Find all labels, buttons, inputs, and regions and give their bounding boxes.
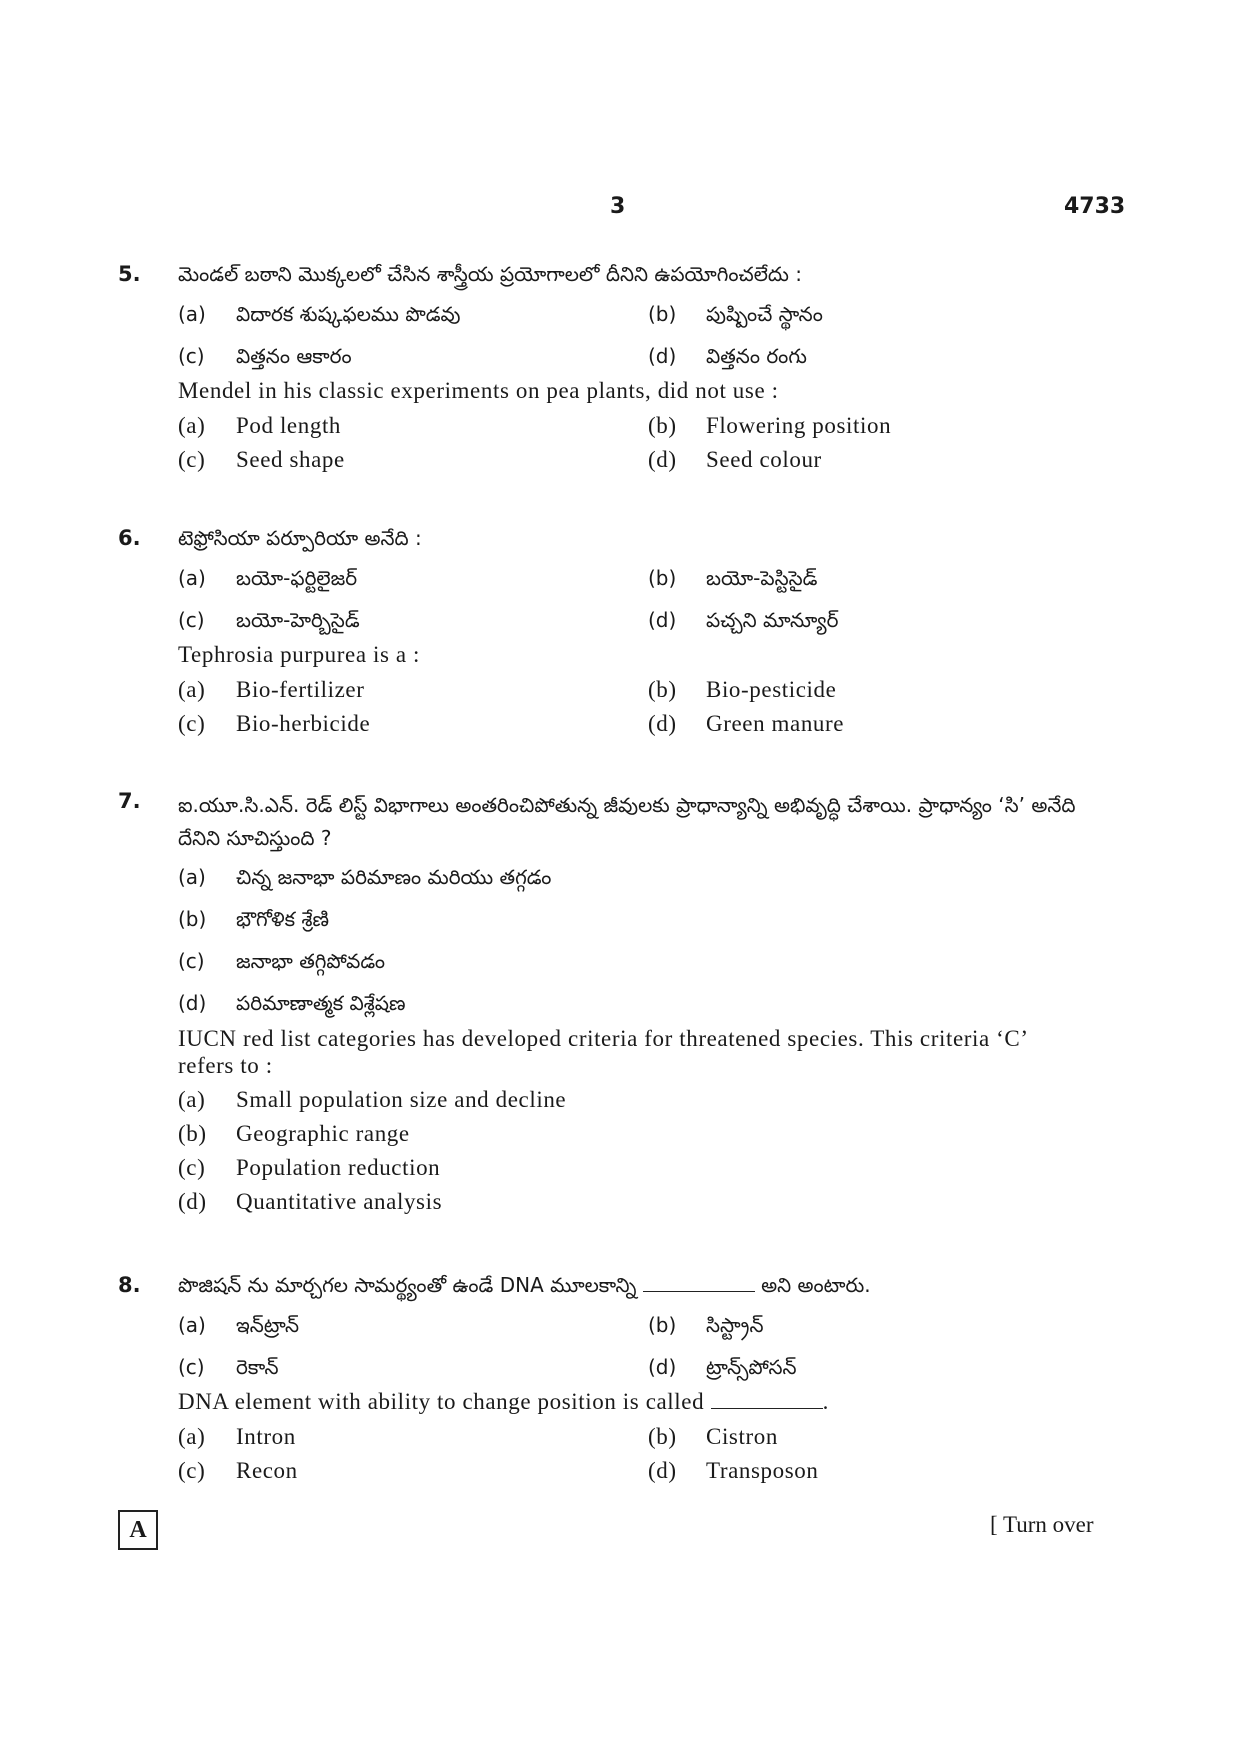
option-label: (c) <box>178 447 206 472</box>
option-label: (b) <box>648 413 677 438</box>
option-label: (a) <box>178 566 206 590</box>
question-text-telugu: ఐ.యూ.సి.ఎన్. రెడ్ లిస్ట్ విభాగాలు అంతరించిపోతున్న జీవులకు ప్రాధాన్యాన్ని అభివృద్ధి చేశాయి. ప్రాధాన్యం ‘సి’ అనేది దేనిని సూచిస్తుంది ? <box>178 793 1076 850</box>
option-row <box>178 1313 764 1342</box>
question-text-telugu: టెఫ్రోసియా పర్పూరియా అనేది : <box>178 526 422 550</box>
option-text: చిన్న జనాభా పరిమాణం మరియు తగ్గడం <box>236 865 552 889</box>
answer-blank <box>643 1273 755 1292</box>
option-label: (c) <box>178 1355 205 1379</box>
option-label: (d) <box>648 1458 677 1483</box>
option-text: Cistron <box>706 1424 778 1449</box>
option-label: (a) <box>178 302 206 326</box>
option-label: (d) <box>648 447 677 472</box>
option-row <box>178 566 818 595</box>
option-row <box>178 949 385 978</box>
option-row <box>178 302 823 331</box>
option-text: రెకాన్ <box>236 1355 279 1379</box>
option-label: (a) <box>178 413 206 438</box>
question-number: 6. <box>118 526 141 550</box>
question-text-english <box>178 1389 829 1415</box>
option-label: (c) <box>178 344 205 368</box>
option-text: Geographic range <box>236 1121 410 1146</box>
answer-blank <box>711 1390 823 1409</box>
option-text: Bio-herbicide <box>236 711 371 736</box>
option-text: Flowering position <box>706 413 892 438</box>
question-number: 7. <box>118 789 141 813</box>
option-label: (c) <box>178 711 206 736</box>
option-label: (a) <box>178 1087 206 1112</box>
option-row <box>178 1087 566 1113</box>
option-row <box>178 1458 819 1484</box>
paper-code: 4733 <box>1064 194 1126 219</box>
option-label: (a) <box>178 677 206 702</box>
option-label: (b) <box>648 1313 677 1337</box>
option-row <box>178 447 822 473</box>
option-text: Recon <box>236 1458 298 1483</box>
option-text: Bio-pesticide <box>706 677 837 702</box>
option-label: (d) <box>648 1355 677 1379</box>
option-row <box>178 344 807 373</box>
option-label: (c) <box>178 608 205 632</box>
turn-over-note: [ Turn over <box>990 1512 1094 1537</box>
option-label: (c) <box>178 1458 206 1483</box>
option-text: బయో-ఫర్టిలైజర్ <box>236 566 358 590</box>
option-text: Quantitative analysis <box>236 1189 443 1214</box>
option-text: ట్రాన్స్‌పోసన్ <box>706 1355 797 1379</box>
option-text: పరిమాణాత్మక విశ్లేషణ <box>236 991 406 1015</box>
option-label: (a) <box>178 1424 206 1449</box>
booklet-series-box: A <box>118 1510 158 1550</box>
option-text: Green manure <box>706 711 845 736</box>
option-row <box>178 677 837 703</box>
option-text: Small population size and decline <box>236 1087 567 1112</box>
option-label: (b) <box>648 677 677 702</box>
option-row <box>178 608 839 637</box>
page-number: 3 <box>610 194 626 219</box>
option-text: Population reduction <box>236 1155 441 1180</box>
option-row <box>178 1355 797 1384</box>
option-text: Bio-fertilizer <box>236 677 365 702</box>
option-label: (d) <box>648 711 677 736</box>
option-text: విత్తనం రంగు <box>706 344 807 368</box>
option-row <box>178 1155 440 1181</box>
question-text-part: పొజిషన్ ను మార్చగల సామర్థ్యంతో ఉండే DNA మూలకాన్ని <box>178 1273 637 1297</box>
option-text: Transposon <box>706 1458 819 1483</box>
option-label: (b) <box>178 1121 207 1146</box>
question-text-telugu: మెండల్ బఠాని మొక్కలలో చేసిన శాస్త్రీయ ప్రయోగాలలో దీనిని ఉపయోగించలేదు : <box>178 262 803 286</box>
option-text: బయో-హెర్బిసైడ్ <box>236 608 360 632</box>
option-text: విత్తనం ఆకారం <box>236 344 352 368</box>
option-label: (d) <box>648 344 677 368</box>
option-text: బయో-పెస్టిసైడ్ <box>706 566 818 590</box>
option-label: (d) <box>178 1189 207 1214</box>
question-text-part: అని అంటారు. <box>761 1273 871 1297</box>
option-row <box>178 907 329 936</box>
option-text: విదారక శుష్కఫలము పొడవు <box>236 302 461 326</box>
option-row <box>178 1121 410 1147</box>
option-row <box>178 1189 442 1215</box>
option-label: (c) <box>178 1155 206 1180</box>
question-text-telugu <box>178 1273 871 1302</box>
option-text: సిస్ట్రాన్ <box>706 1313 764 1337</box>
option-row <box>178 865 551 894</box>
option-text: Seed shape <box>236 447 345 472</box>
question-text-english: Mendel in his classic experiments on pea plants, did not use : <box>178 378 779 403</box>
question-text-part: . <box>822 1389 829 1414</box>
option-label: (b) <box>178 907 207 931</box>
option-text: ఇన్‌ట్రాన్ <box>236 1313 299 1337</box>
option-label: (c) <box>178 949 205 973</box>
option-row <box>178 413 892 439</box>
option-label: (d) <box>178 991 207 1015</box>
option-text: పుష్పించే స్థానం <box>706 302 823 326</box>
option-label: (a) <box>178 1313 206 1337</box>
option-text: Seed colour <box>706 447 822 472</box>
question-text-english: Tephrosia purpurea is a : <box>178 642 421 667</box>
question-text-english: IUCN red list categories has developed criteria for threatened species. This criteria ‘C’ refers to : <box>178 1026 1027 1078</box>
option-text: జనాభా తగ్గిపోవడం <box>236 949 386 973</box>
option-text: Intron <box>236 1424 296 1449</box>
question-number: 5. <box>118 262 141 286</box>
option-label: (d) <box>648 608 677 632</box>
option-text: Pod length <box>236 413 342 438</box>
option-row <box>178 991 406 1020</box>
option-label: (b) <box>648 1424 677 1449</box>
question-number: 8. <box>118 1273 141 1297</box>
option-text: భౌగోళిక శ్రేణి <box>236 907 329 931</box>
option-label: (b) <box>648 302 677 326</box>
option-label: (a) <box>178 865 206 889</box>
question-text-part: DNA element with ability to change position is called <box>178 1389 705 1414</box>
option-row <box>178 711 845 737</box>
option-text: పచ్చని మాన్యూర్ <box>706 608 839 632</box>
option-row <box>178 1424 778 1450</box>
option-label: (b) <box>648 566 677 590</box>
